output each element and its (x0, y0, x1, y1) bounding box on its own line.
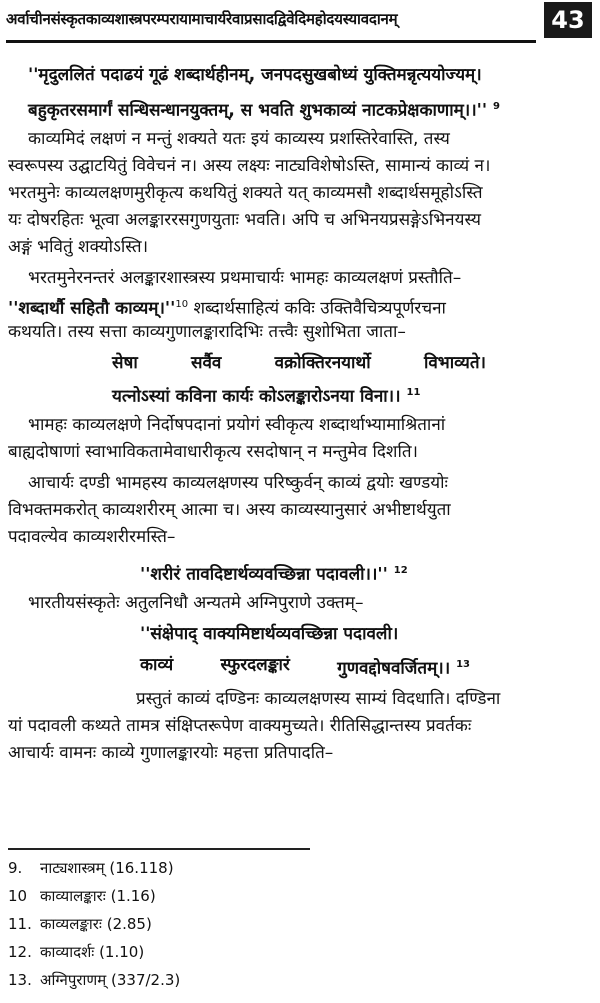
paragraph-line: भरतमुनेः काव्यलक्षणमुरीकृत्य कथयितुं शक्यते यत् काव्यमसौ शब्दार्थसमूहोऽस्ति (8, 183, 483, 203)
footnote-item: 12. काव्यादर्शः (1.10) (8, 943, 145, 961)
paragraph-line: प्रस्तुतं काव्यं दण्डिनः काव्यलक्षणस्य साम्यं विदधाति। दण्डिना (136, 689, 501, 709)
paragraph-line: अङ्गं भवितुं शक्योऽस्ति। (8, 237, 149, 257)
running-title: अर्वाचीनसंस्कृतकाव्यशास्त्रपरम्परायामाचार्यरेवाप्रसादद्विवेदिमहोदयस्यावदानम् (6, 10, 398, 28)
paragraph-line: आचार्यः वामनः काव्ये गुणालङ्कारयोः महत्ता प्रतिपादति– (8, 743, 334, 763)
paragraph-line: आचार्यः दण्डी भामहस्य काव्यलक्षणस्य परिष्कुर्वन् काव्यं द्वयोः खण्डयोः (28, 473, 448, 493)
footnote-separator (8, 848, 310, 850)
paragraph-line: भरतमुनेरनन्तरं अलङ्कारशास्त्रस्य प्रथमाचार्यः भामहः काव्यलक्षणं प्रस्तौति– (28, 268, 462, 288)
paragraph-line: यः दोषरहितः भूत्वा अलङ्काररसगुणयुताः भवति। अपि च अभिनयप्रसङ्गेऽभिनयस्य (8, 210, 481, 230)
paragraph-text: शब्दार्थसाहित्यं कविः उक्तिवैचित्र्यपूर्णरचना (193, 298, 446, 319)
verse-line: यत्नोऽस्यां कविना कार्यः कोऽलङ्कारोऽनया विना।। $^{11}$ (112, 386, 421, 407)
footnote-item: 13. अग्निपुराणम् (337/2.3) (8, 971, 181, 989)
paragraph-line: यां पदावली कथ्यते तामत्र संक्षिप्तरूपेण वाक्यमुच्यते। रीतिसिद्धान्तस्य प्रवर्तकः (8, 716, 472, 736)
page-number: 43 (544, 2, 592, 38)
quoted-definition: ''शब्दार्थौ सहितौ काव्यम्।'' (8, 298, 176, 319)
page-header (0, 0, 600, 48)
paragraph-line: कथयति। तस्य सत्ता काव्यगुणालङ्कारादिभिः तत्त्वैः सुशोभिता जाता– (8, 322, 406, 342)
footnote-ref: 10 (175, 299, 189, 310)
paragraph-line: विभक्तमकरोत् काव्यशरीरम् आत्मा च। अस्य काव्यस्यानुसारं अभीष्टार्थयुता (8, 500, 451, 520)
paragraph-line: भारतीयसंस्कृतेः अतुलनिधौ अन्यतमे अग्निपुराणे उक्तम्– (28, 593, 364, 613)
paragraph-line: बाह्यदोषाणां स्वाभाविकतामेवाधारीकृत्य रसदोषान् न मन्तुमेव दिशति। (8, 442, 418, 462)
verse-line: बहुकृतरसमार्गं सन्धिसन्धानयुक्तम्, स भवति शुभकाव्यं नाटकप्रेक्षकाणाम्।।'' $^9$ (28, 100, 500, 121)
footnote-item: 10 काव्यालङ्कारः (1.16) (8, 887, 156, 905)
verse-line: ''संक्षेपाद् वाक्यमिष्टार्थव्यवच्छिन्ना पदावली। (140, 624, 399, 644)
verse-line: सेषा सर्वैव वक्रोक्तिरनयार्थो विभाव्यते। (112, 353, 486, 373)
verse-line: काव्यं स्फुरदलङ्कारं गुणवद्दोषवर्जितम्।। $^{13}$ (140, 655, 470, 679)
footnote-ref: 11 (406, 387, 421, 398)
footnote-ref: 13 (456, 659, 470, 670)
paragraph-line: स्वरूपस्य उद्घाटयितुं विवेचनं न। अस्य लक्ष्यः नाट्यविशेषोऽस्ति, सामान्यं काव्यं न। (8, 156, 491, 176)
paragraph-line: काव्यमिदं लक्षणं न मन्तुं शक्यते यतः इयं काव्यस्य प्रशस्तिरेवास्ति, तस्य (28, 129, 450, 149)
footnote-ref: 9 (493, 101, 500, 112)
paragraph-line: पदावल्येव काव्यशरीरमस्ति– (8, 527, 176, 547)
paragraph-line: भामहः काव्यलक्षणे निर्दोषपदानां प्रयोगं स्वीकृत्य शब्दार्थाभ्यामाश्रितानां (28, 415, 446, 435)
footnote-item: 9. नाट्यशास्त्रम् (16.118) (8, 859, 174, 877)
paragraph-line (8, 294, 594, 320)
verse-line: ''मृदुललितं पदाढयं गूढं शब्दार्थहीनम्, जनपदसुखबोध्यं युक्तिमन्नृत्ययोज्यम्। (28, 65, 482, 85)
footnote-item: 11. काव्यलङ्कारः (2.85) (8, 915, 152, 933)
footnote-ref: 12 (393, 565, 408, 576)
header-rule (6, 40, 536, 43)
verse-line: ''शरीरं तावदिष्टार्थव्यवच्छिन्ना पदावली।।'' $^{12}$ (140, 564, 408, 585)
